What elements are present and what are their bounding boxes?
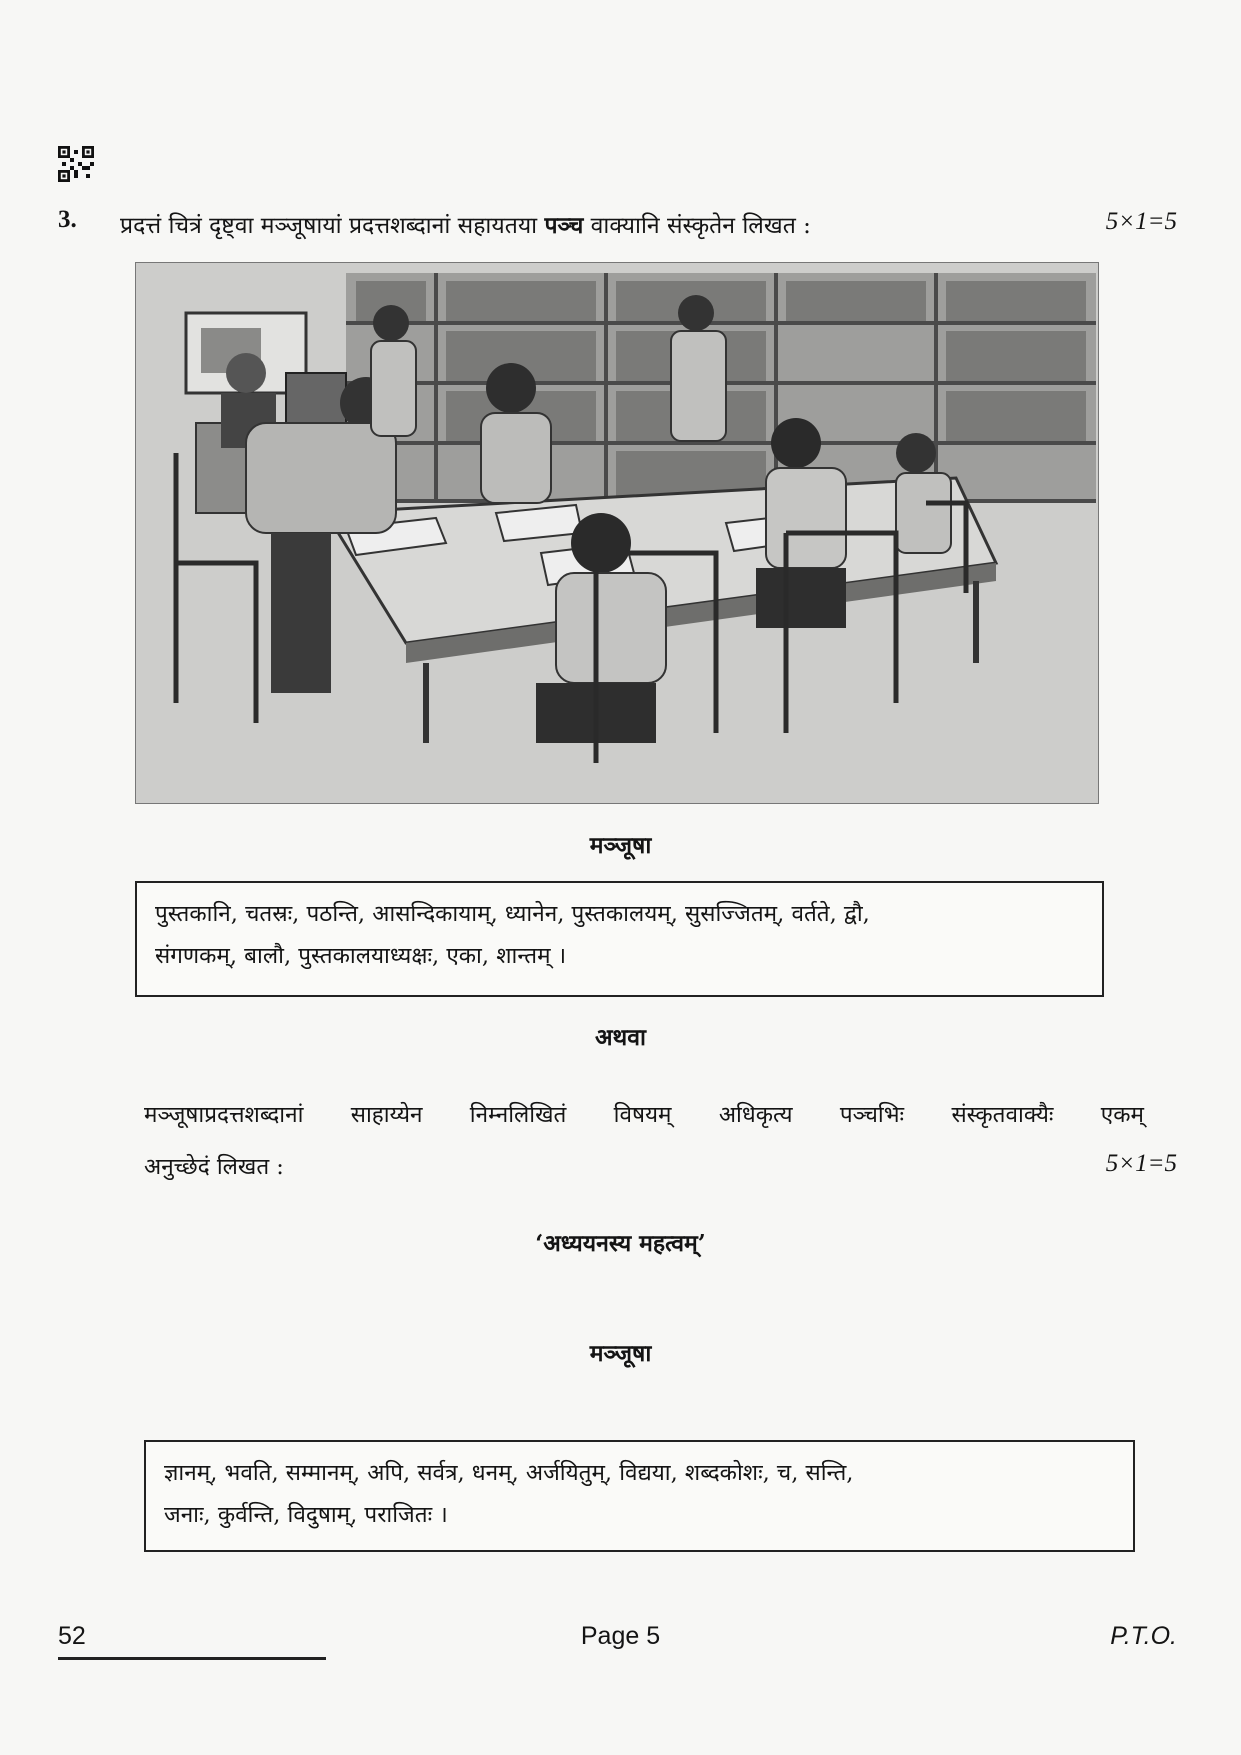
alternative-question-line-2: अनुच्छेदं लिखत : <box>144 1154 284 1180</box>
word-box-1-line-2: संगणकम्, बालौ, पुस्तकालयाध्यक्षः, एका, शान्तम् । <box>155 943 567 969</box>
or-heading: अथवा <box>594 1024 646 1051</box>
footer-rule <box>58 1657 326 1660</box>
qr-code-icon <box>58 146 94 182</box>
page-number: Page 5 <box>580 1622 661 1650</box>
word-box-2-line-1: ज्ञानम्, भवति, सम्मानम्, अपि, सर्वत्र, धनम्, अर्जयितुम्, विद्यया, शब्दकोशः, च, सन्ति, <box>164 1460 854 1486</box>
manjusha-heading-1: मञ्जूषा <box>589 832 652 859</box>
question-marks: 5×1=5 <box>1105 208 1177 235</box>
question-number: 3. <box>58 206 77 233</box>
essay-topic: ‘अध्ययनस्य महत्वम्’ <box>535 1230 706 1257</box>
alternative-question-line-1: मञ्जूषाप्रदत्तशब्दानां साहाय्येन निम्नलिखितं विषयम् अधिकृत्य पञ्चभिः संस्कृतवाक्यैः एकम् <box>144 1102 1144 1128</box>
alternative-marks: 5×1=5 <box>1105 1150 1177 1177</box>
paper-code: 52 <box>58 1622 86 1650</box>
word-box-2-line-2: जनाः, कुर्वन्ति, विदुषाम्, पराजितः । <box>164 1502 448 1528</box>
question-text: प्रदत्तं चित्रं दृष्ट्वा मञ्जूषायां प्रदत्तशब्दानां सहायतया पञ्च वाक्यानि संस्कृतेन लिखत : <box>120 212 811 239</box>
pto-label: P.T.O. <box>1110 1622 1177 1650</box>
word-box-1 <box>135 881 1104 997</box>
word-box-2 <box>144 1440 1135 1552</box>
question-emphasis: पञ्च <box>544 212 584 239</box>
library-reading-scene-illustration <box>135 262 1099 804</box>
manjusha-heading-2: मञ्जूषा <box>589 1340 652 1367</box>
word-box-1-line-1: पुस्तकानि, चतस्रः, पठन्ति, आसन्दिकायाम्, ध्यानेन, पुस्तकालयम्, सुसज्जितम्, वर्तते, द्वौ, <box>155 901 870 927</box>
